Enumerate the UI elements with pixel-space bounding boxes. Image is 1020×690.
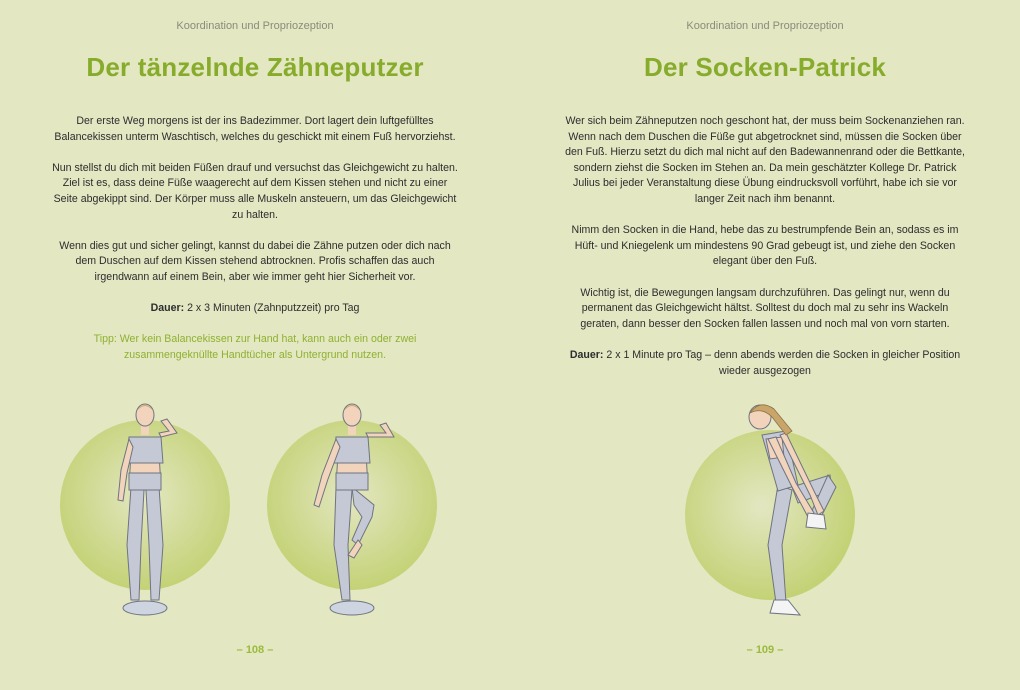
running-head: Koordination und Propriozeption (686, 20, 844, 32)
paragraph: Nimm den Socken in die Hand, hebe das zu bestrumpfende Bein an, sodass es im Hüft- und Kniegelenk um mindestens 90 Grad gebeugt ist, und ziehe den Socken elegant über den Fuß. (571, 224, 959, 268)
paragraph: Der erste Weg morgens ist der ins Badezimmer. Dort lagert dein luftgefülltes Balancekissen unterm Waschtisch, welches du geschickt mit einem Fuß hervorziehst. (54, 115, 456, 143)
paragraph: Wichtig ist, die Bewegungen langsam durchzuführen. Das gelingt nur, wenn du permanent das Gleichgewicht hältst. Solltest du doch mal zu sehr ins Wackeln geraten, dann besser den Socken fallen lassen und noch mal von vorn starten. (580, 286, 950, 330)
illustration-sock-standing (680, 395, 880, 625)
page-title: Der tänzelnde Zähneputzer (86, 52, 424, 82)
body-text (52, 114, 458, 379)
right-page (510, 0, 1020, 690)
illustration-balance-two-feet (55, 395, 235, 625)
paragraph: Wenn dies gut und sicher gelingt, kannst du dabei die Zähne putzen oder dich nach dem Duschen auf dem Kissen stehend abtrocknen. Profis schaffen das auch irgendwann auf einem Bein, aber wie immer geht hier Sicherheit vor. (59, 239, 451, 283)
paragraph: Wer sich beim Zähneputzen noch geschont hat, der muss beim Sockenanziehen ran. Wenn nach dem Duschen die Füße gut abgetrocknet sind, müssen die Socken über den Fuß. Hierzu setzt du dich mal nicht auf den Badewannenrand oder die Bettkante, sondern ziehst die Socken im Stehen an. Da mein geschätzter Kollege Dr. Patrick Julius bei jeder Veranstaltung diese Übung eindrucksvoll vorführt, habe ich sie vor langer Zeit nach ihm benannt. (565, 115, 965, 205)
page-number: – 108 – (236, 644, 274, 656)
duration-value: 2 x 3 Minuten (Zahnputzzeit) pro Tag (187, 302, 360, 315)
body-text (562, 114, 968, 395)
duration-label: Dauer: (569, 348, 604, 361)
duration-label: Dauer: (150, 302, 185, 315)
running-head: Koordination und Propriozeption (176, 20, 334, 32)
page-title: Der Socken-Patrick (643, 52, 887, 82)
duration (562, 348, 968, 379)
duration (52, 301, 458, 317)
paragraph: Nun stellst du dich mit beiden Füßen drauf und versuchst das Gleichgewicht zu halten. Ziel ist es, dass deine Füße waagerecht auf dem Kissen stehen und nicht zu einer Seite abgekippt sind. Der Körper muss alle Muskeln ansteuern, um das Gleichgewicht zu halten. (52, 161, 458, 221)
illustration-balance-one-leg (262, 395, 442, 625)
tip-text: Tipp: Wer kein Balancekissen zur Hand hat, kann auch ein oder zwei zusammengeknüllte Handtücher als Untergrund nutzen. (93, 333, 417, 361)
page-number: – 109 – (746, 644, 784, 656)
duration-value: 2 x 1 Minute pro Tag – denn abends werden die Socken in gleicher Position wieder ausgezogen (606, 348, 961, 377)
